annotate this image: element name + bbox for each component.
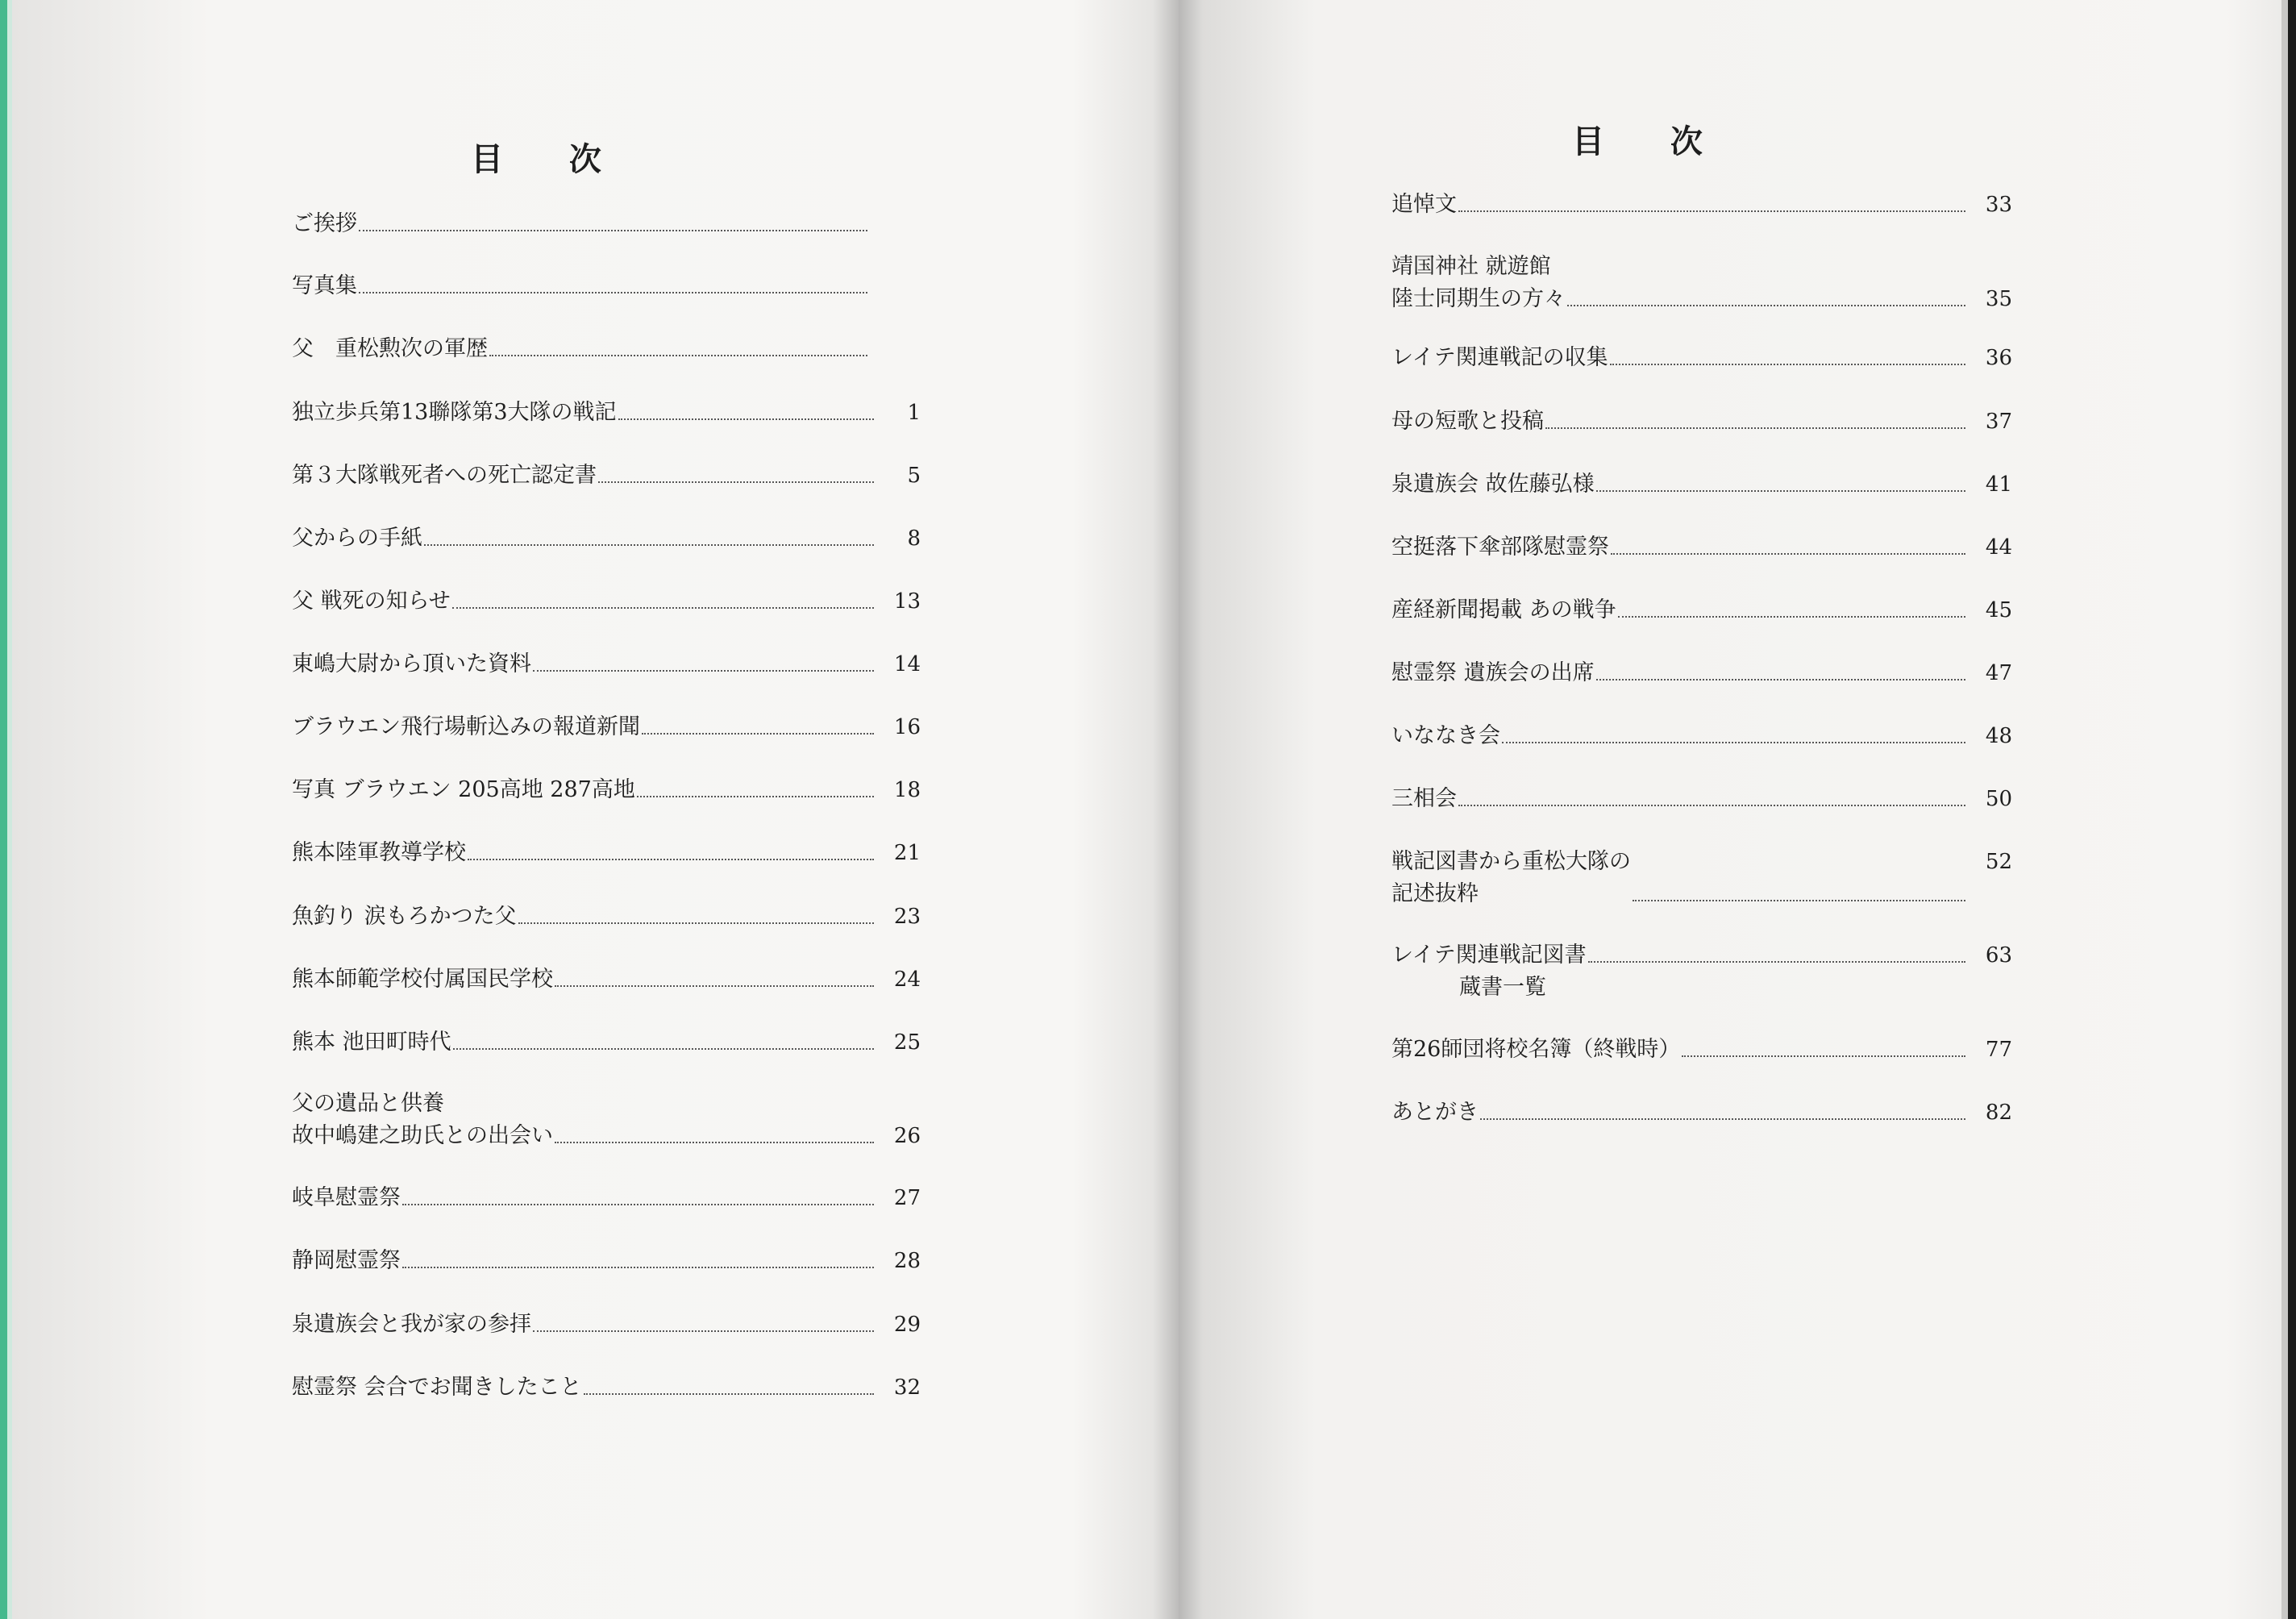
toc-entry[interactable]	[1391, 468, 2012, 501]
toc-entry[interactable]	[292, 837, 921, 869]
entry-title: 三相会	[1391, 786, 1457, 811]
entry-title	[292, 1088, 553, 1152]
dot-leader	[1458, 210, 1965, 212]
toc-title-left: 目 次	[471, 140, 629, 178]
dot-leader	[533, 670, 874, 672]
toc-entry[interactable]	[1391, 342, 2012, 374]
toc-entry[interactable]	[292, 1026, 921, 1059]
entry-page: 63	[1985, 943, 2012, 968]
entry-title: 独立歩兵第13聯隊第3大隊の戦記	[292, 400, 617, 425]
entry-title: あとがき	[1391, 1100, 1479, 1125]
entry-page: 45	[1985, 598, 2012, 622]
dot-leader	[1682, 1055, 1965, 1057]
book-edge-inner	[7, 0, 12, 1619]
entry-page: 8	[907, 526, 921, 551]
entry-page: 37	[1985, 410, 2012, 434]
toc-title-right: 目 次	[1572, 123, 1730, 160]
entry-title-line1: 戦記図書から重松大隊の	[1391, 849, 1631, 874]
toc-entry[interactable]	[292, 208, 872, 240]
entry-title: 慰霊祭 遺族会の出席	[1391, 660, 1595, 685]
entry-page: 50	[1985, 787, 2012, 811]
entry-page: 47	[1985, 661, 2012, 685]
dot-leader	[1618, 616, 1965, 618]
dot-leader	[1480, 1118, 1965, 1120]
dot-leader	[1596, 490, 1965, 492]
toc-entry[interactable]	[1391, 594, 2012, 626]
toc-entry[interactable]	[1391, 939, 2012, 1004]
entry-page: 77	[1985, 1038, 2012, 1062]
toc-entry[interactable]	[292, 397, 921, 429]
entry-page: 35	[1985, 287, 2012, 311]
entry-title: 父からの手紙	[292, 526, 422, 551]
book-edge	[0, 0, 7, 1619]
dot-leader	[1610, 364, 1965, 365]
entry-page: 23	[893, 905, 921, 929]
entry-page: 18	[893, 778, 921, 802]
entry-page: 27	[893, 1186, 921, 1210]
toc-entry[interactable]	[1391, 1097, 2012, 1129]
entry-title: 東嶋大尉から頂いた資料	[292, 651, 531, 676]
entry-title: 熊本陸軍教導学校	[292, 840, 466, 865]
entry-title-line1: 靖国神社 就遊館	[1391, 254, 1551, 279]
entry-title: 産経新聞掲載 あの戦争	[1391, 597, 1616, 622]
right-page	[1179, 0, 2296, 1619]
toc-entry[interactable]	[1391, 406, 2012, 438]
dot-leader	[489, 355, 867, 356]
toc-entry[interactable]	[1391, 1034, 2012, 1066]
toc-entry[interactable]	[1391, 783, 2012, 815]
entry-title-line2: 蔵書一覧	[1459, 975, 1546, 1000]
entry-title: 魚釣り 涙もろかつた父	[292, 904, 517, 929]
entry-title-line2: 記述抜粋	[1391, 881, 1479, 906]
entry-title: 第３大隊戦死者への死亡認定書	[292, 463, 597, 488]
entry-title: 父 重松勲次の軍歴	[292, 336, 488, 361]
dot-leader	[359, 292, 867, 293]
dot-leader	[1545, 427, 1965, 429]
dot-leader	[533, 1330, 874, 1332]
dot-leader	[452, 607, 874, 609]
toc-entry[interactable]	[292, 901, 921, 933]
toc-entry[interactable]	[292, 774, 921, 806]
dot-leader	[1611, 553, 1965, 555]
entry-page: 48	[1985, 724, 2012, 748]
entry-title-line2: 陸士同期生の方々	[1391, 286, 1566, 311]
entry-page: 1	[907, 401, 921, 425]
book-edge-right	[2288, 0, 2296, 1619]
toc-entry[interactable]	[1391, 189, 2012, 221]
dot-leader	[424, 544, 874, 546]
entry-page: 14	[893, 652, 921, 676]
entry-title-line1: レイテ関連戦記図書	[1391, 943, 1587, 968]
entry-page: 32	[893, 1376, 921, 1400]
entry-page: 24	[893, 968, 921, 992]
dot-leader	[1567, 305, 1965, 306]
entry-title: 熊本師範学校付属国民学校	[292, 967, 553, 992]
entry-page: 16	[893, 715, 921, 739]
entry-title: いななき会	[1391, 723, 1500, 748]
entry-page: 25	[893, 1030, 921, 1055]
entry-title-line1: 父の遺品と供養	[292, 1091, 444, 1116]
dot-leader	[555, 985, 874, 987]
dot-leader	[468, 859, 874, 860]
entry-page: 5	[907, 464, 921, 488]
toc-entry[interactable]	[292, 460, 921, 492]
dot-leader	[1596, 679, 1965, 680]
dot-leader	[1588, 961, 1965, 963]
entry-page: 28	[893, 1249, 921, 1273]
dot-leader	[584, 1393, 874, 1395]
toc-entry[interactable]	[292, 333, 872, 365]
entry-title	[1391, 846, 1631, 910]
entry-page: 26	[893, 1124, 921, 1148]
toc-entry[interactable]	[292, 1245, 921, 1277]
dot-leader	[598, 481, 874, 483]
entry-title: 熊本 池田町時代	[292, 1030, 451, 1055]
toc-entry[interactable]	[1391, 531, 2012, 564]
entry-title: 泉遺族会 故佐藤弘様	[1391, 472, 1595, 497]
dot-leader	[1633, 900, 1965, 901]
toc-entry[interactable]	[292, 1182, 921, 1214]
entry-title: 慰霊祭 会合でお聞きしたこと	[292, 1375, 582, 1400]
entry-title: ブラウエン飛行場斬込みの報道新聞	[292, 714, 640, 739]
dot-leader	[1502, 742, 1965, 743]
entry-page: 21	[893, 841, 921, 865]
entry-title	[1391, 939, 1587, 1004]
entry-title: 写真集	[292, 273, 357, 298]
entry-page: 33	[1985, 193, 2012, 217]
entry-title: 泉遺族会と我が家の参拝	[292, 1312, 531, 1337]
entry-title: 静岡慰霊祭	[292, 1248, 401, 1273]
entry-page: 82	[1985, 1101, 2012, 1125]
entry-title: 写真 ブラウエン 205高地 287高地	[292, 777, 635, 802]
entry-page: 13	[893, 589, 921, 614]
toc-entry[interactable]	[292, 648, 921, 680]
dot-leader	[618, 418, 874, 420]
entry-title: 空挺落下傘部隊慰霊祭	[1391, 535, 1609, 560]
toc-entry[interactable]	[292, 711, 921, 743]
toc-entry[interactable]	[1391, 251, 2012, 315]
entry-title	[1391, 251, 1566, 315]
toc-entry[interactable]	[292, 1371, 921, 1404]
toc-entry[interactable]	[292, 585, 921, 618]
entry-page: 36	[1985, 346, 2012, 370]
toc-entry[interactable]	[1391, 720, 2012, 752]
dot-leader	[642, 733, 874, 735]
entry-title: 母の短歌と投稿	[1391, 409, 1544, 434]
entry-page: 41	[1985, 472, 2012, 497]
entry-title: ご挨拶	[292, 211, 357, 236]
entry-title: 第26師団将校名簿（終戦時）	[1391, 1037, 1681, 1062]
entry-title-line2: 故中嶋建之助氏との出会い	[292, 1123, 553, 1148]
toc-entry[interactable]	[292, 963, 921, 996]
book-edge-shade	[2281, 0, 2288, 1619]
dot-leader	[555, 1142, 874, 1143]
entry-title: レイテ関連戦記の収集	[1391, 345, 1608, 370]
entry-title: 追悼文	[1391, 192, 1457, 217]
dot-leader	[518, 922, 874, 924]
dot-leader	[359, 230, 867, 231]
toc-entry[interactable]	[1391, 657, 2012, 689]
dot-leader	[402, 1267, 874, 1268]
dot-leader	[453, 1048, 874, 1050]
toc-entry[interactable]	[292, 1088, 921, 1152]
entry-page: 29	[893, 1313, 921, 1337]
toc-entry[interactable]	[292, 1309, 921, 1341]
entry-page: 52	[1985, 850, 2012, 874]
entry-title: 父 戦死の知らせ	[292, 589, 451, 614]
dot-leader	[637, 796, 874, 797]
dot-leader	[1458, 805, 1965, 806]
entry-title: 岐阜慰霊祭	[292, 1185, 401, 1210]
entry-page: 44	[1985, 535, 2012, 560]
toc-entry[interactable]	[292, 522, 921, 555]
toc-entry[interactable]	[1391, 846, 2012, 910]
toc-entry[interactable]	[292, 270, 872, 302]
dot-leader	[402, 1204, 874, 1205]
